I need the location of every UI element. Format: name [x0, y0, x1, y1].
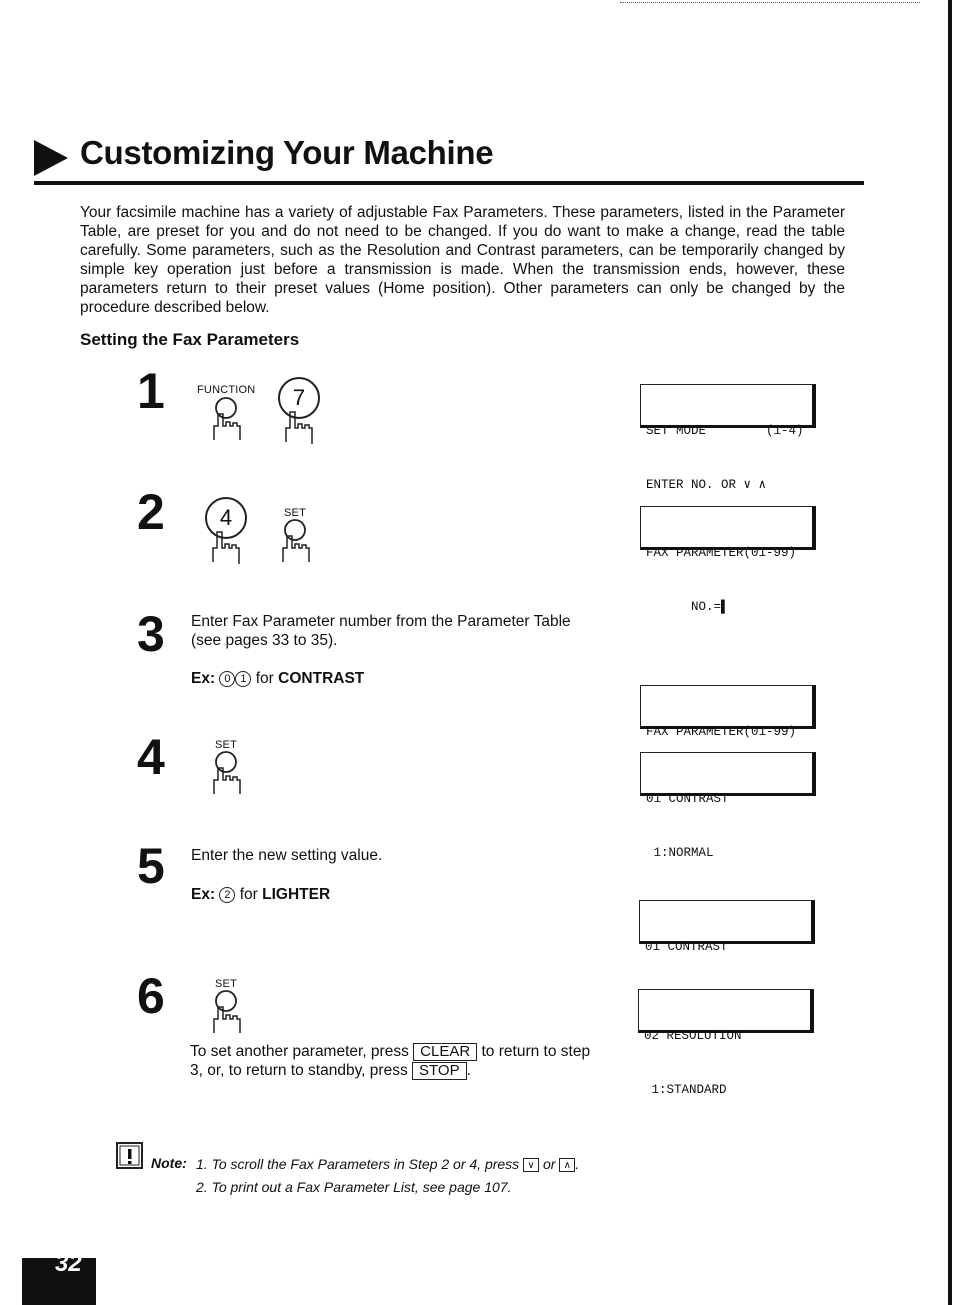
hand-press-icon: [209, 530, 243, 564]
note-text: or: [542, 1156, 556, 1172]
key-4-button[interactable]: 4: [205, 497, 247, 539]
step-example: [191, 670, 364, 688]
lcd-line-1: SET MODE (1-4): [646, 424, 804, 438]
step-number: 5: [137, 838, 165, 894]
set-key-press-icon[interactable]: [210, 750, 250, 796]
step-instruction: Enter Fax Parameter number from the Parameter Table (see pages 33 to 35).: [191, 613, 571, 649]
set-key-label: SET: [215, 739, 237, 751]
function-key-press-icon[interactable]: [208, 396, 248, 442]
step-number: 2: [137, 484, 165, 540]
set-key-label: SET: [215, 978, 237, 990]
key-7-button[interactable]: 7: [278, 377, 320, 419]
lcd-display: [640, 685, 816, 739]
note-icon: [116, 1142, 144, 1170]
step-instruction: [190, 1042, 610, 1080]
example-for: for: [239, 886, 258, 903]
example-prefix: Ex:: [191, 670, 216, 687]
set-key-press-icon[interactable]: [210, 989, 250, 1035]
lcd-line-2: NO.=▌: [646, 600, 729, 614]
lcd-line-1: 01 CONTRAST: [646, 792, 729, 806]
lcd-display: [640, 752, 816, 860]
header-arrow-icon: [34, 140, 68, 176]
key-2-icon: 2: [219, 887, 235, 903]
example-value: CONTRAST: [278, 670, 365, 687]
step-number: 4: [137, 729, 165, 785]
instruction-text: To set another parameter, press: [190, 1043, 409, 1060]
note-item-1: [196, 1156, 579, 1172]
lcd-line-1: FAX PARAMETER(01-99): [646, 725, 797, 739]
step-example: [191, 886, 330, 904]
note-text: .: [575, 1156, 580, 1172]
page-edge: [948, 0, 952, 1305]
lcd-display: [638, 989, 814, 1097]
lcd-line-2: 1:STANDARD: [644, 1083, 727, 1097]
lcd-line-1: 02 RESOLUTION: [644, 1029, 742, 1043]
step-number: 1: [137, 363, 165, 419]
section-title: Setting the Fax Parameters: [80, 330, 300, 349]
example-for: for: [255, 670, 274, 687]
lcd-display: [640, 506, 816, 614]
instruction-text: .: [466, 1062, 471, 1079]
set-key-press-icon[interactable]: [279, 518, 319, 564]
lcd-display: [640, 384, 816, 492]
hand-press-icon: [282, 410, 316, 444]
example-prefix: Ex:: [191, 886, 216, 903]
lcd-line-1: FAX PARAMETER(01-99): [646, 546, 797, 560]
instruction-text: to return to step: [481, 1043, 591, 1060]
key-0-icon: 0: [219, 671, 235, 687]
step-number: 6: [137, 968, 165, 1024]
instruction-text: 3, or, to return to standby, press: [190, 1062, 408, 1079]
key-1-icon: 1: [235, 671, 251, 687]
example-value: LIGHTER: [262, 886, 331, 903]
function-key-label: FUNCTION: [197, 384, 256, 396]
intro-paragraph: Your facsimile machine has a variety of adjustable Fax Parameters. These parameters, listed in the Parameter Table, are preset for you and do not need to be changed. If you do want to make a change, read the table carefully. Some parameters, such as the Resolution and Contrast parameters, can be temporarily changed by simple key operation just before a transmission is made. When the transmission ends, however, these parameters return to their preset values (Home position). Other parameters can only be changed by the procedure described below.: [80, 204, 845, 316]
up-arrow-key-icon: ∧: [559, 1158, 575, 1172]
lcd-line-2: 1:NORMAL: [646, 846, 714, 860]
step-instruction: Enter the new setting value.: [191, 847, 383, 864]
lcd-display: [639, 900, 815, 954]
lcd-line-2: ENTER NO. OR ∨ ∧: [646, 478, 767, 492]
lcd-line-1: 01 CONTRAST: [645, 940, 728, 954]
note-item-2: 2. To print out a Fax Parameter List, see page 107.: [196, 1179, 512, 1195]
stop-key: STOP: [412, 1062, 467, 1080]
down-arrow-key-icon: ∨: [523, 1158, 539, 1172]
note-text: 1. To scroll the Fax Parameters in Step 2 or 4, press: [196, 1156, 520, 1172]
page-title: Customizing Your Machine: [80, 134, 494, 171]
note-label: Note:: [151, 1155, 187, 1171]
title-rule: [34, 181, 864, 185]
top-border-dots: [620, 2, 920, 4]
step-number: 3: [137, 606, 165, 662]
clear-key: CLEAR: [413, 1043, 477, 1061]
set-key-label: SET: [284, 507, 306, 519]
page-number: 32: [55, 1250, 82, 1277]
